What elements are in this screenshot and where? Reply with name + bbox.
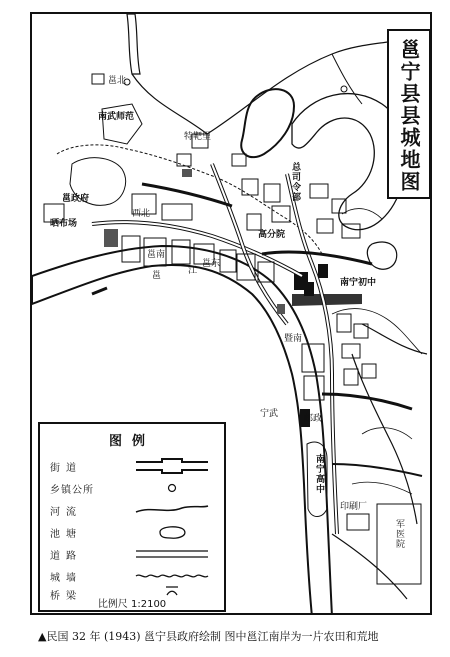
legend-label: 河流 [50, 507, 82, 518]
label-yongdong: 邕东 [202, 259, 221, 269]
label-qiao: 宁武 [260, 409, 279, 419]
legend [38, 422, 226, 612]
legend-item-wall [50, 566, 220, 586]
map-title: 邕宁县县城地图 [397, 39, 421, 193]
black-block [318, 264, 328, 278]
label-xibei: 西北 [132, 209, 151, 219]
dark-block [104, 229, 118, 247]
label-shaibu: 晒布场 [50, 219, 78, 229]
label-zhengfu: 邕政府 [62, 194, 90, 204]
scale-text: 比例尺 1:2100 [97, 599, 167, 610]
label-nanning-chuzhong: 南宁初中 [340, 278, 377, 288]
legend-label: 桥梁 [50, 591, 82, 602]
label-youzheng: 邮政 [304, 414, 323, 424]
label-tebei: 特靶里 [184, 132, 212, 142]
legend-label: 道路 [50, 551, 82, 562]
riverbank [292, 294, 362, 306]
street-symbol-icon [132, 456, 212, 476]
dark-block [182, 169, 192, 177]
legend-item-township [50, 478, 220, 498]
road-symbol-icon [132, 544, 212, 564]
label-nanning-gaozhong: 南宁高中 [314, 454, 324, 494]
map-frame [30, 12, 432, 615]
field-line [352, 482, 412, 494]
legend-item-river [50, 500, 220, 520]
township-symbol-icon [132, 478, 212, 498]
street [322, 394, 412, 409]
label-jiang: 江 [188, 266, 198, 276]
caption: ▲民国 32 年 (1943) 邕宁县政府绘制 图中邕江南岸为一片农田和荒地 [38, 630, 379, 643]
wall-symbol-icon [132, 566, 212, 586]
label-yongnan: 邕南 [147, 250, 166, 260]
label-jinan: 暨南 [284, 334, 303, 344]
river-symbol-icon [132, 500, 212, 520]
map-title-box [387, 29, 431, 199]
township-marker [341, 86, 347, 92]
pond-symbol-icon [132, 522, 212, 542]
label-zongsi: 总司令部 [290, 162, 300, 202]
legend-item-road [50, 544, 220, 564]
road [132, 74, 207, 134]
street [332, 464, 422, 476]
legend-item-pond [50, 522, 220, 542]
label-gaofen: 高分院 [258, 230, 286, 240]
road [352, 354, 417, 524]
legend-item-street [50, 456, 220, 476]
legend-label: 池塘 [50, 529, 82, 540]
legend-label: 城墙 [50, 573, 82, 584]
road [332, 54, 362, 104]
label-yinshua: 印刷厂 [340, 502, 368, 512]
legend-label: 乡镇公所 [50, 485, 94, 496]
black-block [304, 282, 314, 296]
flow-arrow [92, 288, 107, 294]
field-line [342, 209, 382, 219]
label-shangjiao: 邕北 [108, 76, 127, 86]
label-yong: 邕 [152, 271, 162, 281]
tributary [127, 14, 140, 74]
dark-block [277, 304, 285, 314]
legend-label: 街道 [50, 463, 82, 474]
field-line [332, 309, 422, 354]
legend-title: 图例 [108, 434, 155, 449]
lake [241, 89, 294, 157]
label-jun-yiyuan: 军医院 [394, 519, 404, 549]
label-nanwu: 南武师范 [98, 112, 135, 122]
